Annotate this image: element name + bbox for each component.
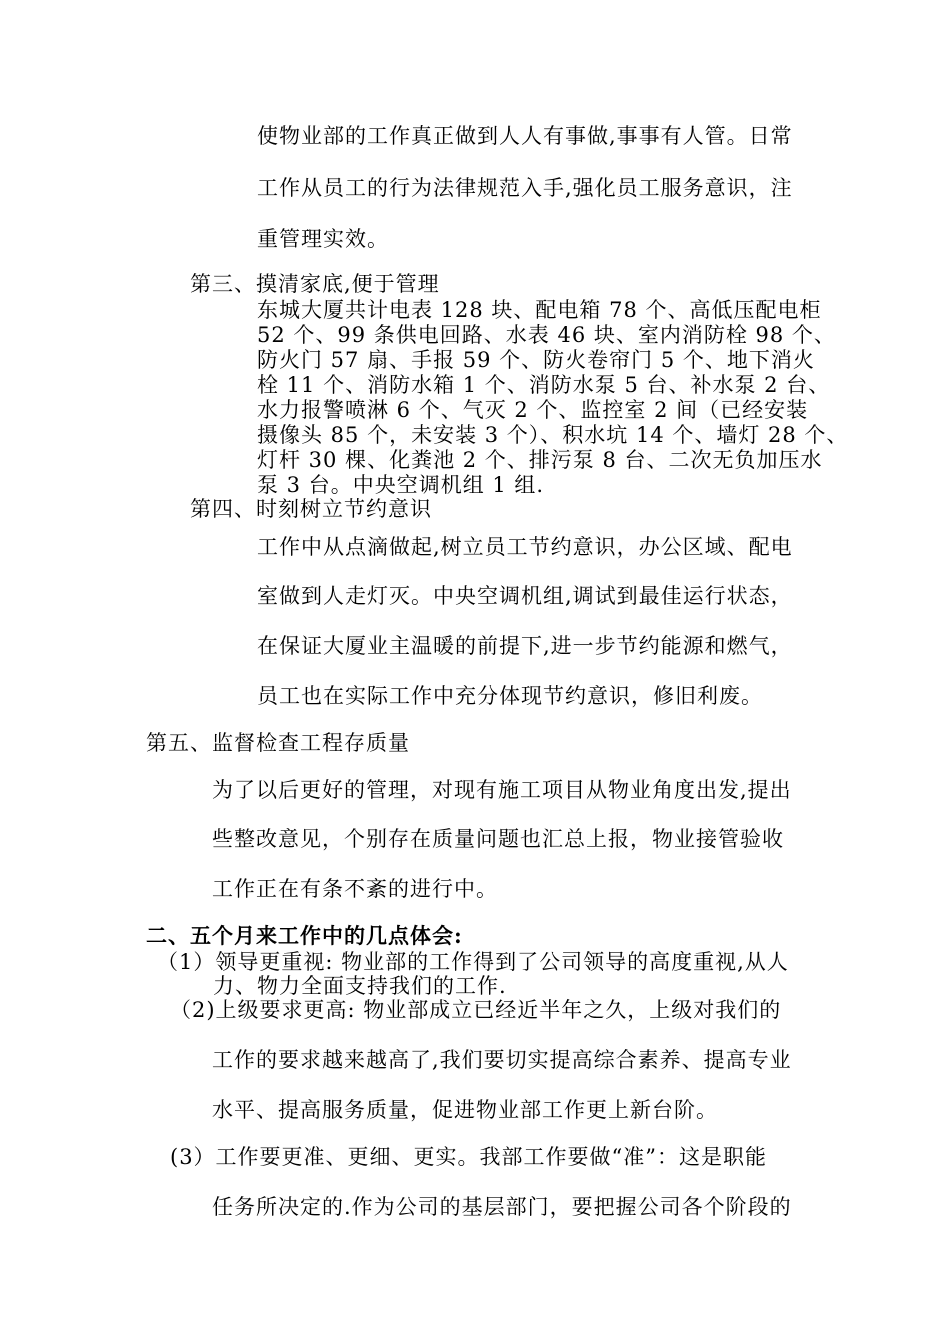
- part-heading: 二、五个月来工作中的几点体会:: [146, 923, 463, 948]
- paragraph-line: 工作正在有条不紊的进行中。: [212, 877, 498, 901]
- section-heading: 第四、时刻树立节约意识: [190, 497, 432, 521]
- paragraph-line: 52 个、99 条供电回路、水表 46 块、室内消防栓 98 个、: [257, 323, 836, 347]
- paragraph-line: 摄像头 85 个，未安装 3 个）、积水坑 14 个、墙灯 28 个、: [257, 423, 849, 447]
- list-item-line: (3）工作要更准、更细、更实。我部工作要做“准”：这是职能: [170, 1145, 768, 1169]
- paragraph-line: 使物业部的工作真正做到人人有事做,事事有人管。日常: [257, 124, 793, 148]
- list-item-line: 力、物力全面支持我们的工作.: [213, 974, 507, 998]
- list-item-line: 水平、提高服务质量，促进物业部工作更上新台阶。: [212, 1098, 718, 1122]
- paragraph-line: 在保证大厦业主温暖的前提下,进一步节约能源和燃气，: [257, 634, 793, 658]
- section-heading: 第三、摸清家底,便于管理: [190, 272, 440, 296]
- paragraph-line: 工作从员工的行为法律规范入手,强化员工服务意识，注: [257, 176, 793, 200]
- list-item-line: （2)上级要求更高: 物业部成立已经近半年之久，上级对我们的: [170, 998, 782, 1022]
- paragraph-line: 灯杆 30 棵、化粪池 2 个、排污泵 8 台、二次无负加压水: [257, 448, 823, 472]
- paragraph-line: 泵 3 台。中央空调机组 1 组.: [257, 473, 545, 497]
- paragraph-line: 工作中从点滴做起,树立员工节约意识，办公区域、配电: [257, 535, 793, 559]
- paragraph-line: 员工也在实际工作中充分体现节约意识，修旧利废。: [257, 684, 763, 708]
- paragraph-line: 些整改意见，个别存在质量问题也汇总上报，物业接管验收: [212, 827, 784, 851]
- list-item-line: 任务所决定的.作为公司的基层部门，要把握公司各个阶段的: [212, 1195, 792, 1219]
- list-item-line: 工作的要求越来越高了,我们要切实提高综合素养、提高专业: [212, 1048, 792, 1072]
- section-heading: 第五、监督检查工程存质量: [146, 731, 410, 755]
- paragraph-line: 栓 11 个、消防水箱 1 个、消防水泵 5 台、补水泵 2 台、: [257, 373, 831, 397]
- paragraph-line: 东城大厦共计电表 128 块、配电箱 78 个、高低压配电柜: [257, 298, 822, 322]
- list-item-line: （1）领导更重视: 物业部的工作得到了公司领导的高度重视,从人: [157, 950, 789, 974]
- paragraph-line: 室做到人走灯灭。中央空调机组,调试到最佳运行状态，: [257, 584, 793, 608]
- paragraph-line: 水力报警喷淋 6 个、气灭 2 个、监控室 2 间（已经安装: [257, 398, 809, 422]
- paragraph-line: 防火门 57 扇、手报 59 个、防火卷帘门 5 个、地下消火: [257, 348, 815, 372]
- paragraph-line: 重管理实效。: [257, 227, 389, 251]
- paragraph-line: 为了以后更好的管理，对现有施工项目从物业角度出发,提出: [212, 778, 792, 802]
